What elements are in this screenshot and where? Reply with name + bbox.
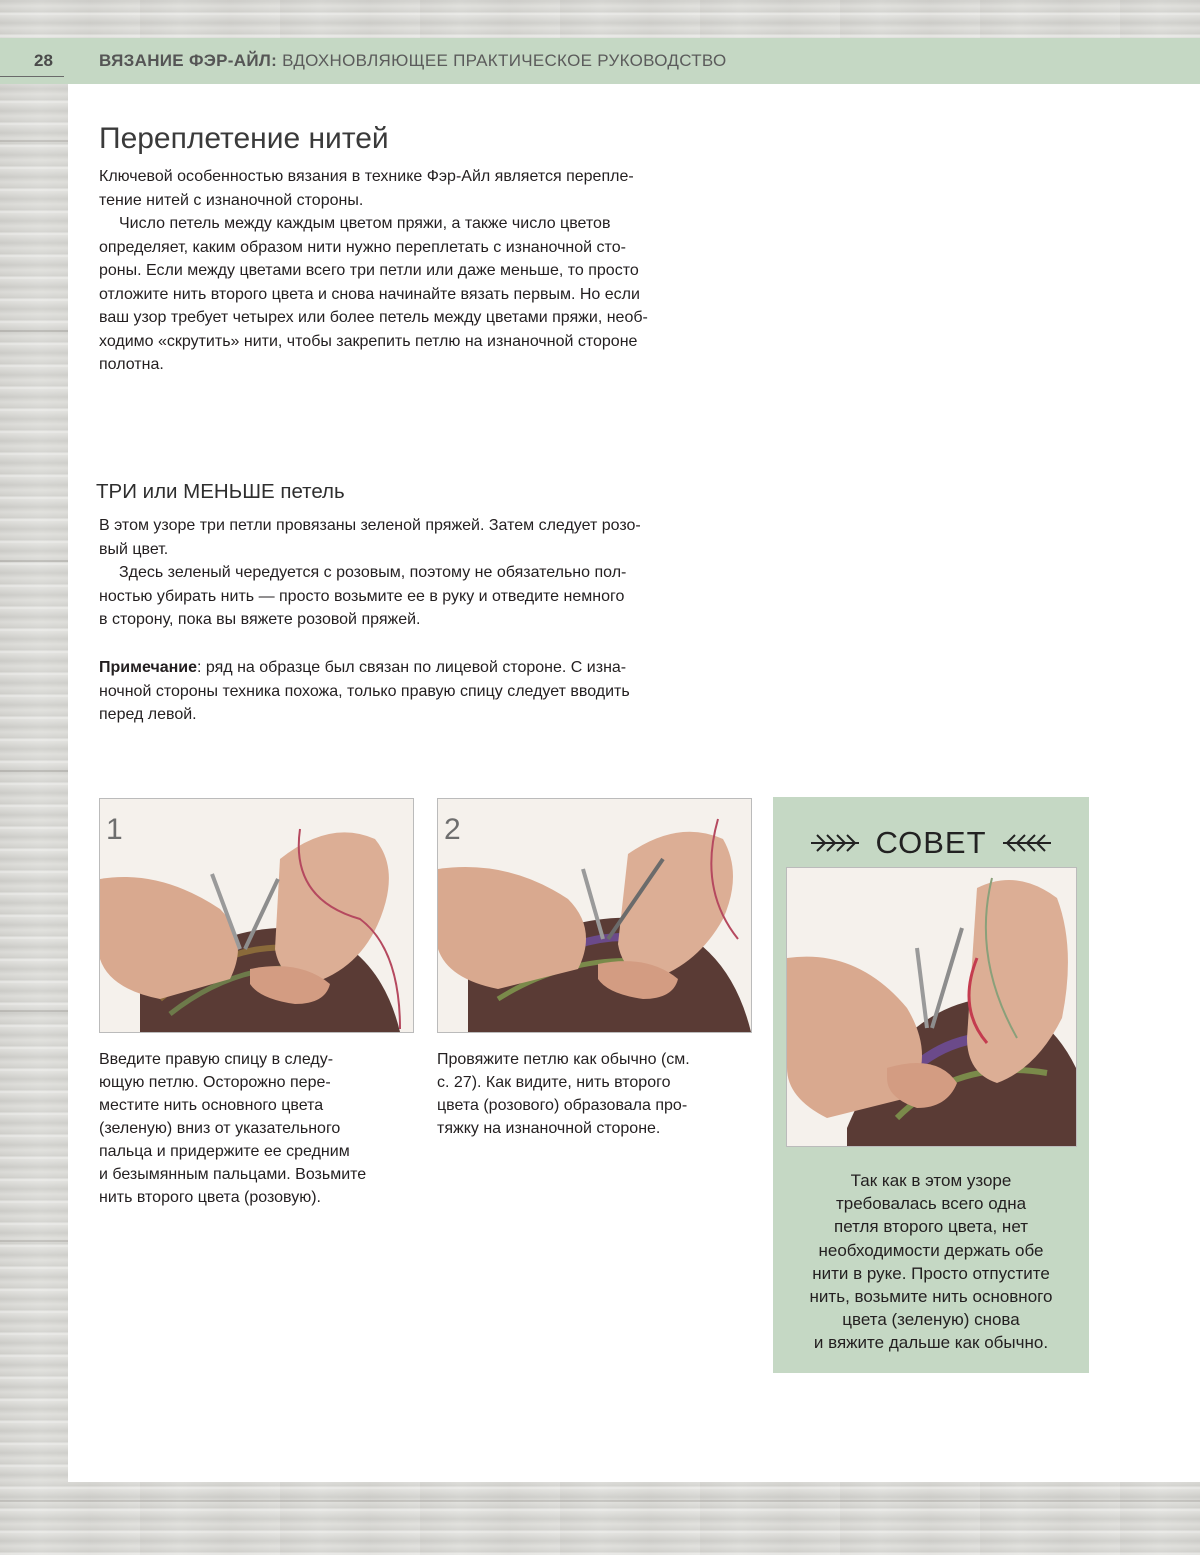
section-body	[99, 165, 759, 377]
tip-title-row	[773, 825, 1089, 861]
knitting-hands-illustration	[438, 799, 751, 1032]
knitting-hands-illustration	[100, 799, 413, 1032]
subsection-body	[99, 514, 759, 632]
step-2-caption: Провяжите петлю как обычно (см. с. 27). Как видите, нить второго цвета (розового) образовала про- тяжку на изнаночной стороне.	[437, 1051, 690, 1137]
page-number: 28	[34, 51, 53, 70]
section-title: Переплетение нитей	[99, 122, 389, 155]
wood-plank-seam	[0, 1500, 1200, 1502]
book-title: ВЯЗАНИЕ ФЭР-АЙЛ:	[99, 51, 278, 70]
subsection-title: ТРИ или МЕНЬШЕ петель	[96, 480, 345, 503]
note-text: : ряд на образце был связан по лицевой стороне. С изна- ночной стороны техника похожа, только правую спицу следует вводить перед левой.	[99, 659, 630, 723]
section-paragraph: Ключевой особенностью вязания в технике Фэр-Айл является перепле- тение нитей с изнаночной стороны.	[99, 168, 634, 209]
step-number: 1	[106, 813, 123, 846]
arrow-fletching-left-icon	[809, 831, 861, 855]
note-paragraph	[99, 656, 759, 727]
running-head	[99, 51, 727, 71]
tip-text: Так как в этом узоре требовалась всего одна петля второго цвета, нет необходимости держать обе нити в руке. Просто отпустите нить, возьмите нить основного цвета (зеленую) снова и вяжите дальше как обычно.	[809, 1171, 1053, 1353]
step-1-caption: Введите правую спицу в следу- ющую петлю. Осторожно пере- местите нить основного цвета (зеленую) вниз от указательного пальца и придержите ее средним и безымянным пальцами. Возьмите нить второго цвета (розовую).	[99, 1051, 367, 1206]
step-number: 2	[444, 813, 461, 846]
step-2-photo	[437, 798, 752, 1033]
note-label: Примечание	[99, 659, 198, 676]
note-block	[99, 656, 759, 727]
tip-title: СОВЕТ	[875, 825, 987, 860]
section-paragraph: Число петель между каждым цветом пряжи, а также число цветов определяет, каким образом нити нужно переплетать с изнаночной сто- роны. Если между цветами всего три петли или даже меньше, то просто отложите нить второго цвета и снова начинайте вязать первым. Но если ваш узор требует четырех или более петель между цветами пряжи, необ- ходимо «скрутить» нити, чтобы закрепить петлю на изнаночной стороне полотна.	[99, 215, 648, 373]
knitting-hands-illustration	[787, 868, 1076, 1146]
tip-box	[773, 797, 1089, 1373]
subsection-paragraph: В этом узоре три петли провязаны зеленой пряжей. Затем следует розо- вый цвет.	[99, 517, 641, 558]
arrow-fletching-right-icon	[1001, 831, 1053, 855]
step-1-photo	[99, 798, 414, 1033]
tip-photo	[786, 867, 1077, 1147]
page-number-rule	[0, 76, 64, 77]
subsection-paragraph: Здесь зеленый чередуется с розовым, поэтому не обязательно пол- ностью убирать нить — просто возьмите ее в руку и отведите немного в сторону, пока вы вяжете розовой пряжей.	[99, 564, 627, 628]
book-subtitle: ВДОХНОВЛЯЮЩЕЕ ПРАКТИЧЕСКОЕ РУКОВОДСТВО	[282, 51, 727, 70]
